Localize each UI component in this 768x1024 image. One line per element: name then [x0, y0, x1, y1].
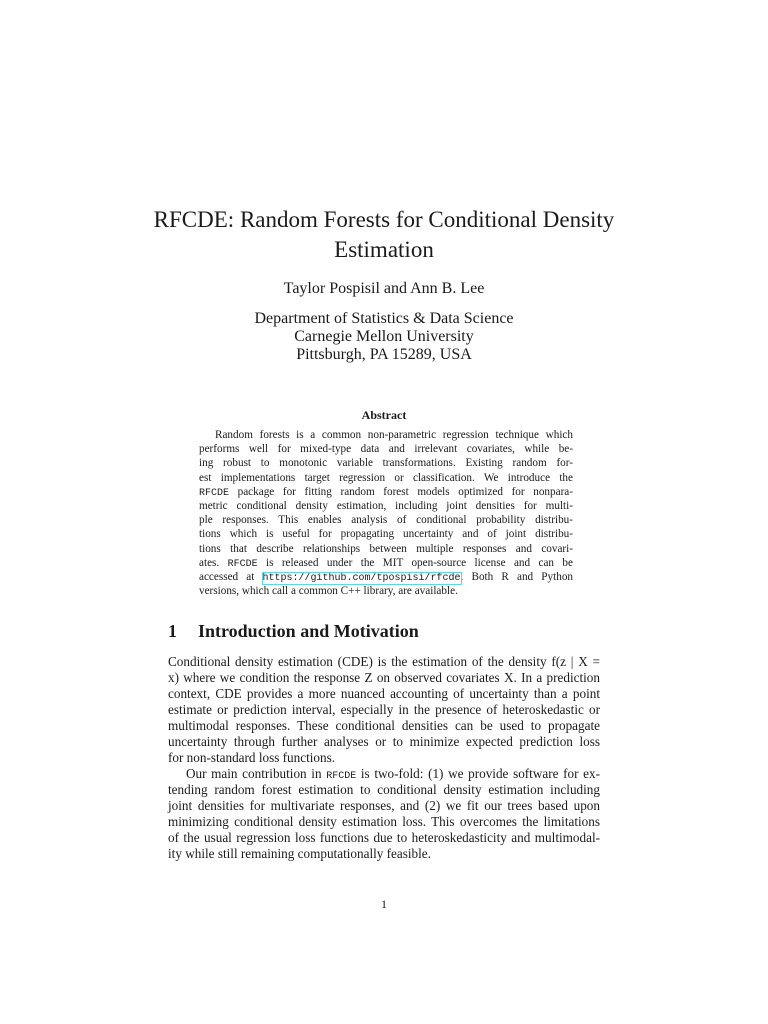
- intro_paragraph2_lines-line: minimizing conditional density estimation loss. This overcomes the limitations: [168, 814, 600, 829]
- intro_paragraph2_lines-line: Our main contribution in RFCDE is two-fold: (1) we provide software for ex-: [186, 766, 600, 782]
- abstract_lines-line: metric conditional density estimation, including joint densities for multi-: [199, 499, 573, 512]
- abstract_lines-line: ing robust to monotonic variable transformations. Existing random for-: [199, 457, 573, 470]
- intro_paragraph2_lines-line: of the usual regression loss functions due to heteroskedasticity and multimodal-: [168, 830, 600, 845]
- section-title: Introduction and Motivation: [198, 621, 419, 641]
- abstract-body: [199, 428, 573, 598]
- affiliation-department: Department of Statistics & Data Science: [254, 310, 514, 327]
- intro_paragraph1_lines-line: uncertainty through further analyses or to minimize expected prediction loss: [168, 734, 600, 749]
- abstract_lines-line: Random forests is a common non-parametric regression technique which: [215, 429, 573, 441]
- abstract_lines-line: RFCDE package for fitting random forest models optimized for nonpara-: [199, 485, 573, 499]
- paper-title-line-1: RFCDE: Random Forests for Conditional Density: [153, 207, 615, 232]
- package-name-code: RFCDE: [227, 558, 258, 570]
- intro_paragraph1_lines-line: context, CDE provides a more nuanced accounting of uncertainty than a point: [168, 686, 600, 701]
- intro_paragraph1_lines-line: Conditional density estimation (CDE) is the estimation of the density f(z | X =: [168, 654, 600, 669]
- repository-link[interactable]: https://github.com/tpospisi/rfcde: [262, 572, 461, 584]
- intro_paragraph1_lines-line: multimodal responses. These conditional densities can be used to propagate: [168, 718, 600, 733]
- section-heading: [168, 620, 419, 642]
- intro_paragraph2_lines-line: joint densities for multivariate responses, and (2) we fit our trees based upon: [168, 798, 600, 813]
- author-list: Taylor Pospisil and Ann B. Lee: [283, 280, 485, 297]
- abstract-heading: Abstract: [361, 408, 407, 422]
- abstract_lines-line: performs well for mixed-type data and irrelevant covariates, while be-: [199, 443, 573, 456]
- intro_paragraph2_lines-line: ity while still remaining computationally feasible.: [168, 846, 431, 861]
- paper-title-line-2: Estimation: [334, 237, 434, 262]
- intro_paragraph1_lines-line: x) where we condition the response Z on observed covariates X. In a prediction: [168, 670, 600, 685]
- package-name-code: RFCDE: [199, 487, 230, 499]
- intro_paragraph1_lines-line: for non-standard loss functions.: [168, 750, 336, 765]
- affiliation-university: Carnegie Mellon University: [294, 328, 474, 345]
- abstract_lines-line: tions which is useful for propagating uncertainty and of joint distribu-: [199, 528, 573, 541]
- intro-body: [168, 654, 600, 862]
- package-name-code: RFCDE: [326, 771, 357, 782]
- abstract_lines-line: versions, which call a common C++ library, are available.: [199, 585, 458, 598]
- section-number: 1: [168, 621, 177, 641]
- page-number: 1: [381, 897, 387, 911]
- paper-title: [120, 205, 648, 265]
- abstract_lines-line: est implementations target regression or classification. We introduce the: [199, 471, 573, 484]
- abstract_lines-line: ple responses. This enables analysis of conditional probability distribu-: [199, 514, 573, 527]
- affiliation-address: Pittsburgh, PA 15289, USA: [296, 346, 472, 363]
- abstract_lines-line: tions that describe relationships between multiple responses and covari-: [199, 542, 573, 555]
- abstract_lines-line: accessed at https://github.com/tpospisi/rfcde. Both R and Python: [199, 570, 574, 584]
- intro_paragraph1_lines-line: estimate or prediction interval, especially in the presence of heteroskedastic or: [168, 702, 600, 717]
- intro_paragraph2_lines-line: tending random forest estimation to conditional density estimation including: [168, 782, 600, 797]
- affiliation: [120, 310, 648, 364]
- abstract_lines-line: ates. RFCDE is released under the MIT open-source license and can be: [199, 556, 573, 570]
